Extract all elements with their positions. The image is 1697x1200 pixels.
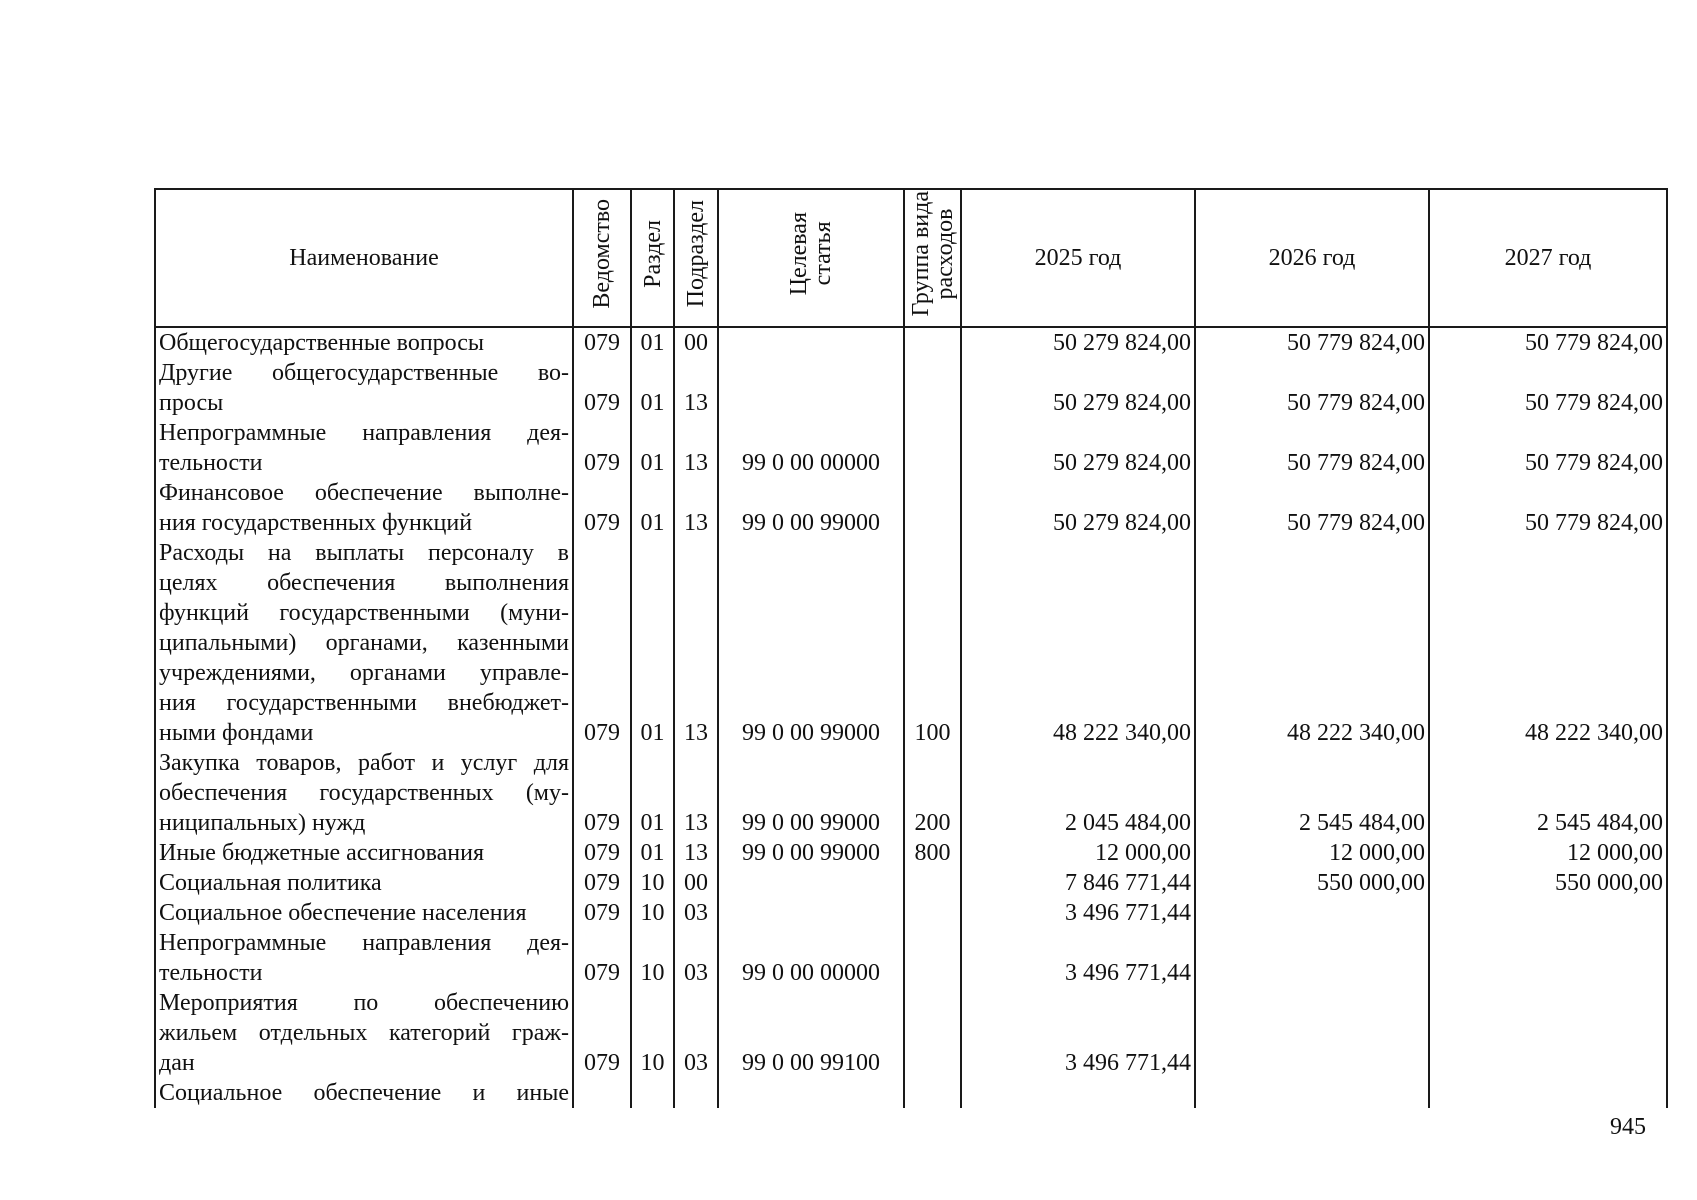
cell-name-line: ными фондами: [159, 720, 314, 746]
cell-amount-2025: 50 279 824,00: [961, 478, 1195, 538]
cell-target-article: 99 0 00 99100: [718, 988, 904, 1078]
cell-name-line: ципальными) органами, казенными: [159, 630, 569, 656]
header-target-article: Целевая статья: [718, 189, 904, 327]
cell-podrazdel: 03: [674, 988, 718, 1078]
cell-amount-2027: [1429, 1078, 1667, 1108]
cell-name-line: ния государственными внебюджет-: [159, 690, 569, 716]
cell-razdel: 01: [631, 418, 674, 478]
cell-amount-2025: 7 846 771,44: [961, 868, 1195, 898]
cell-target-article: 99 0 00 99000: [718, 748, 904, 838]
page-number: 945: [1610, 1114, 1646, 1140]
cell-vedomstvo: 079: [573, 898, 631, 928]
cell-name-line: функций государственными (муни-: [159, 600, 569, 626]
cell-vedomstvo: 079: [573, 748, 631, 838]
table-row: [155, 928, 1667, 988]
cell-razdel: 10: [631, 928, 674, 988]
cell-expense-group: [904, 1078, 961, 1108]
cell-target-article: [718, 327, 904, 358]
cell-name: [155, 898, 573, 928]
table-row: [155, 988, 1667, 1078]
cell-name-line: Непрограммные направления дея-: [159, 420, 569, 446]
cell-name-line: Другие общегосударственные во-: [159, 360, 569, 386]
cell-name-line: Мероприятия по обеспечению: [159, 990, 569, 1016]
cell-expense-group: [904, 898, 961, 928]
cell-vedomstvo: 079: [573, 358, 631, 418]
cell-name-line: Социальное обеспечение и иные: [159, 1080, 569, 1106]
cell-expense-group: 800: [904, 838, 961, 868]
cell-amount-2026: 50 779 824,00: [1195, 358, 1429, 418]
cell-amount-2026: 50 779 824,00: [1195, 478, 1429, 538]
cell-expense-group: [904, 868, 961, 898]
cell-name: [155, 538, 573, 748]
cell-name-line: целях обеспечения выполнения: [159, 570, 569, 596]
table-row: [155, 838, 1667, 868]
cell-amount-2026: 48 222 340,00: [1195, 538, 1429, 748]
cell-name: [155, 1078, 573, 1108]
cell-expense-group: [904, 418, 961, 478]
cell-podrazdel: 13: [674, 418, 718, 478]
cell-name-line: Расходы на выплаты персоналу в: [159, 540, 569, 566]
cell-name: [155, 838, 573, 868]
header-vedomstvo: Ведомство: [573, 189, 631, 327]
cell-razdel: 01: [631, 358, 674, 418]
cell-vedomstvo: 079: [573, 838, 631, 868]
cell-name: [155, 478, 573, 538]
header-razdel: Раздел: [631, 189, 674, 327]
header-name: Наименование: [155, 189, 573, 327]
cell-target-article: 99 0 00 99000: [718, 478, 904, 538]
cell-name-line: дан: [159, 1050, 195, 1076]
cell-target-article: [718, 868, 904, 898]
cell-expense-group: [904, 928, 961, 988]
cell-name-line: ния государственных функций: [159, 510, 473, 536]
cell-vedomstvo: 079: [573, 868, 631, 898]
table-row: [155, 358, 1667, 418]
cell-name-line: Непрограммные направления дея-: [159, 930, 569, 956]
cell-amount-2025: 2 045 484,00: [961, 748, 1195, 838]
cell-name: [155, 988, 573, 1078]
cell-vedomstvo: [573, 1078, 631, 1108]
cell-amount-2025: 12 000,00: [961, 838, 1195, 868]
cell-amount-2026: 50 779 824,00: [1195, 327, 1429, 358]
cell-razdel: 01: [631, 478, 674, 538]
budget-table: [154, 188, 1668, 1108]
cell-expense-group: 200: [904, 748, 961, 838]
cell-name-line: просы: [159, 390, 224, 416]
cell-name-line: тельности: [159, 960, 263, 986]
cell-amount-2025: 3 496 771,44: [961, 928, 1195, 988]
header-expense-group: Группа вида расходов: [904, 189, 961, 327]
cell-amount-2026: [1195, 928, 1429, 988]
header-year-2026: 2026 год: [1195, 189, 1429, 327]
cell-vedomstvo: 079: [573, 928, 631, 988]
table-row: [155, 898, 1667, 928]
cell-amount-2027: 50 779 824,00: [1429, 478, 1667, 538]
cell-podrazdel: 03: [674, 928, 718, 988]
cell-amount-2026: 2 545 484,00: [1195, 748, 1429, 838]
cell-amount-2025: 48 222 340,00: [961, 538, 1195, 748]
cell-podrazdel: 13: [674, 538, 718, 748]
cell-amount-2025: [961, 1078, 1195, 1108]
cell-podrazdel: 13: [674, 838, 718, 868]
cell-amount-2026: 12 000,00: [1195, 838, 1429, 868]
header-podrazdel: Подраздел: [674, 189, 718, 327]
cell-podrazdel: 00: [674, 868, 718, 898]
cell-podrazdel: 13: [674, 358, 718, 418]
cell-amount-2027: 48 222 340,00: [1429, 538, 1667, 748]
cell-amount-2027: 50 779 824,00: [1429, 358, 1667, 418]
cell-vedomstvo: 079: [573, 418, 631, 478]
cell-name-line: Закупка товаров, работ и услуг для: [159, 750, 569, 776]
cell-vedomstvo: 079: [573, 478, 631, 538]
cell-podrazdel: 00: [674, 327, 718, 358]
cell-expense-group: [904, 358, 961, 418]
cell-razdel: 01: [631, 838, 674, 868]
cell-name-line: Социальное обеспечение населения: [159, 900, 527, 926]
cell-podrazdel: 13: [674, 478, 718, 538]
cell-target-article: [718, 358, 904, 418]
table-body: [155, 327, 1667, 1108]
cell-name: [155, 868, 573, 898]
table-row: [155, 538, 1667, 748]
table-row: [155, 418, 1667, 478]
cell-vedomstvo: 079: [573, 327, 631, 358]
cell-amount-2026: 50 779 824,00: [1195, 418, 1429, 478]
cell-amount-2027: 550 000,00: [1429, 868, 1667, 898]
table-row: [155, 748, 1667, 838]
cell-vedomstvo: 079: [573, 538, 631, 748]
cell-name-line: Финансовое обеспечение выполне-: [159, 480, 569, 506]
cell-podrazdel: 13: [674, 748, 718, 838]
cell-expense-group: 100: [904, 538, 961, 748]
cell-amount-2025: 50 279 824,00: [961, 327, 1195, 358]
cell-amount-2026: [1195, 1078, 1429, 1108]
cell-target-article: [718, 1078, 904, 1108]
cell-target-article: 99 0 00 99000: [718, 538, 904, 748]
cell-amount-2026: [1195, 988, 1429, 1078]
cell-name-line: Социальная политика: [159, 870, 382, 896]
cell-target-article: [718, 898, 904, 928]
cell-name-line: учреждениями, органами управле-: [159, 660, 569, 686]
cell-expense-group: [904, 988, 961, 1078]
cell-target-article: 99 0 00 99000: [718, 838, 904, 868]
cell-name-line: тельности: [159, 450, 263, 476]
cell-name: [155, 748, 573, 838]
cell-razdel: [631, 1078, 674, 1108]
cell-amount-2027: [1429, 898, 1667, 928]
cell-razdel: 01: [631, 748, 674, 838]
cell-razdel: 01: [631, 327, 674, 358]
cell-podrazdel: 03: [674, 898, 718, 928]
cell-amount-2027: 12 000,00: [1429, 838, 1667, 868]
cell-amount-2026: 550 000,00: [1195, 868, 1429, 898]
cell-vedomstvo: 079: [573, 988, 631, 1078]
header-year-2027: 2027 год: [1429, 189, 1667, 327]
cell-amount-2025: 3 496 771,44: [961, 988, 1195, 1078]
cell-podrazdel: [674, 1078, 718, 1108]
cell-razdel: 10: [631, 868, 674, 898]
cell-expense-group: [904, 327, 961, 358]
cell-razdel: 10: [631, 988, 674, 1078]
cell-amount-2027: 50 779 824,00: [1429, 327, 1667, 358]
cell-name: [155, 928, 573, 988]
cell-amount-2027: [1429, 928, 1667, 988]
header-year-2025: 2025 год: [961, 189, 1195, 327]
cell-amount-2027: [1429, 988, 1667, 1078]
cell-amount-2026: [1195, 898, 1429, 928]
cell-name-line: ниципальных) нужд: [159, 810, 366, 836]
cell-target-article: 99 0 00 00000: [718, 418, 904, 478]
cell-target-article: 99 0 00 00000: [718, 928, 904, 988]
cell-name-line: обеспечения государственных (му-: [159, 780, 569, 806]
cell-amount-2025: 50 279 824,00: [961, 418, 1195, 478]
cell-amount-2027: 2 545 484,00: [1429, 748, 1667, 838]
cell-expense-group: [904, 478, 961, 538]
cell-amount-2025: 3 496 771,44: [961, 898, 1195, 928]
cell-name: [155, 327, 573, 358]
table-row: [155, 868, 1667, 898]
cell-name: [155, 418, 573, 478]
cell-amount-2025: 50 279 824,00: [961, 358, 1195, 418]
table-row: [155, 478, 1667, 538]
cell-name-line: Иные бюджетные ассигнования: [159, 840, 484, 866]
cell-razdel: 01: [631, 538, 674, 748]
header-row: [155, 189, 1667, 327]
cell-name-line: жильем отдельных категорий граж-: [159, 1020, 569, 1046]
cell-razdel: 10: [631, 898, 674, 928]
cell-name-line: Общегосударственные вопросы: [159, 330, 485, 356]
cell-amount-2027: 50 779 824,00: [1429, 418, 1667, 478]
table-row: [155, 1078, 1667, 1108]
cell-name: [155, 358, 573, 418]
table-row: [155, 327, 1667, 358]
